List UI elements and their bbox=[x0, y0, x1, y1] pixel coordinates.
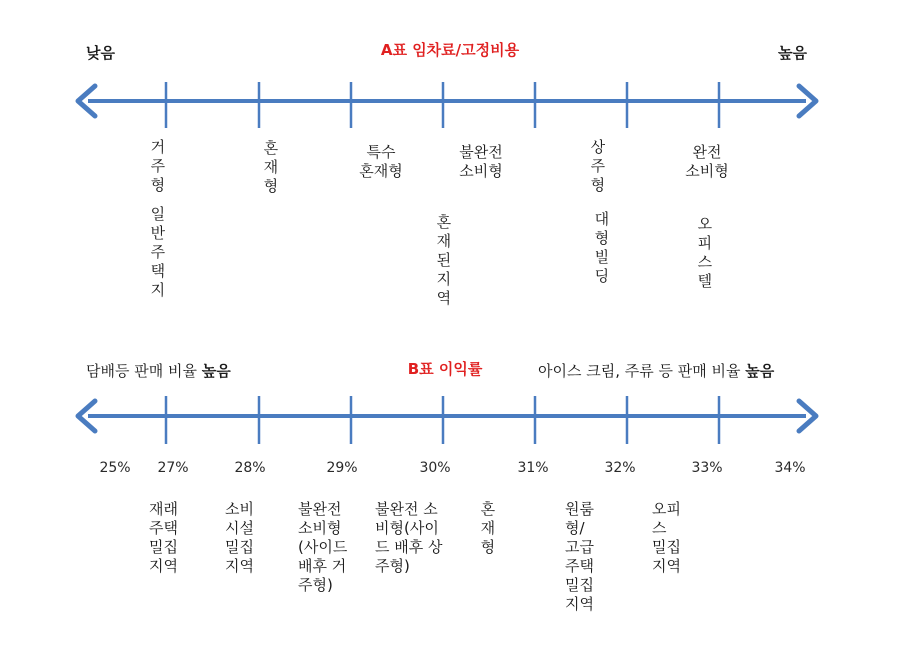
scale-a-category-label: 혼재형 bbox=[263, 139, 279, 195]
scale-b-tick-label: 33% bbox=[691, 460, 723, 476]
scale-b-tick-label: 31% bbox=[517, 460, 549, 476]
axis-b bbox=[78, 396, 816, 444]
scale-b-category-label: 오피 스 밀집 지역 bbox=[652, 500, 681, 575]
scale-b-title: B표 이익률 bbox=[407, 360, 483, 378]
scale-b-category-label: 불완전 소 비형(사이 드 배후 상 주형) bbox=[375, 500, 443, 575]
scale-a-left-label: 낮음 bbox=[86, 44, 115, 62]
scale-a-category-label: 불완전 소비형 bbox=[459, 143, 503, 180]
scale-a-right-label: 높음 bbox=[778, 44, 807, 62]
scale-b-tick-label: 25% bbox=[99, 460, 131, 476]
scale-b-left-label: 담배등 판매 비율 높음 bbox=[86, 362, 231, 380]
scale-a-category-sublabel: 오피스텔 bbox=[697, 215, 713, 290]
scale-a-category-sublabel: 혼재된지역 bbox=[436, 213, 452, 307]
scale-b-category-label: 원룸 형/ 고급 주택 밀집 지역 bbox=[565, 500, 594, 613]
scale-b-category-label: 소비 시설 밀집 지역 bbox=[225, 500, 254, 575]
scale-b-category-label: 불완전 소비형 (사이드 배후 거 주형) bbox=[298, 500, 348, 594]
scale-a-title: A표 임차료/고정비용 bbox=[380, 41, 520, 59]
axis-a bbox=[78, 82, 816, 128]
scale-b-tick-label: 28% bbox=[234, 460, 266, 476]
scale-b-category-label: 재래 주택 밀집 지역 bbox=[149, 500, 178, 575]
scale-b-tick-label: 29% bbox=[326, 460, 358, 476]
scale-a-category-label: 특수 혼재형 bbox=[359, 143, 403, 180]
scale-b-tick-label: 32% bbox=[604, 460, 636, 476]
scale-b-category-label: 혼재형 bbox=[480, 500, 496, 556]
scale-a-category-label: 완전 소비형 bbox=[685, 143, 729, 180]
scale-b-right-label: 아이스 크림, 주류 등 판매 비율 높음 bbox=[538, 362, 775, 380]
scale-a-category-sublabel: 일반주택지 bbox=[150, 205, 166, 299]
scale-b-tick-label: 34% bbox=[774, 460, 806, 476]
scale-b-tick-label: 27% bbox=[157, 460, 189, 476]
scale-a-category-label: 거주형 bbox=[150, 138, 166, 194]
scale-a-category-sublabel: 대형빌딩 bbox=[594, 210, 610, 285]
scale-a-category-label: 상주형 bbox=[590, 138, 606, 194]
scale-b-tick-label: 30% bbox=[419, 460, 451, 476]
